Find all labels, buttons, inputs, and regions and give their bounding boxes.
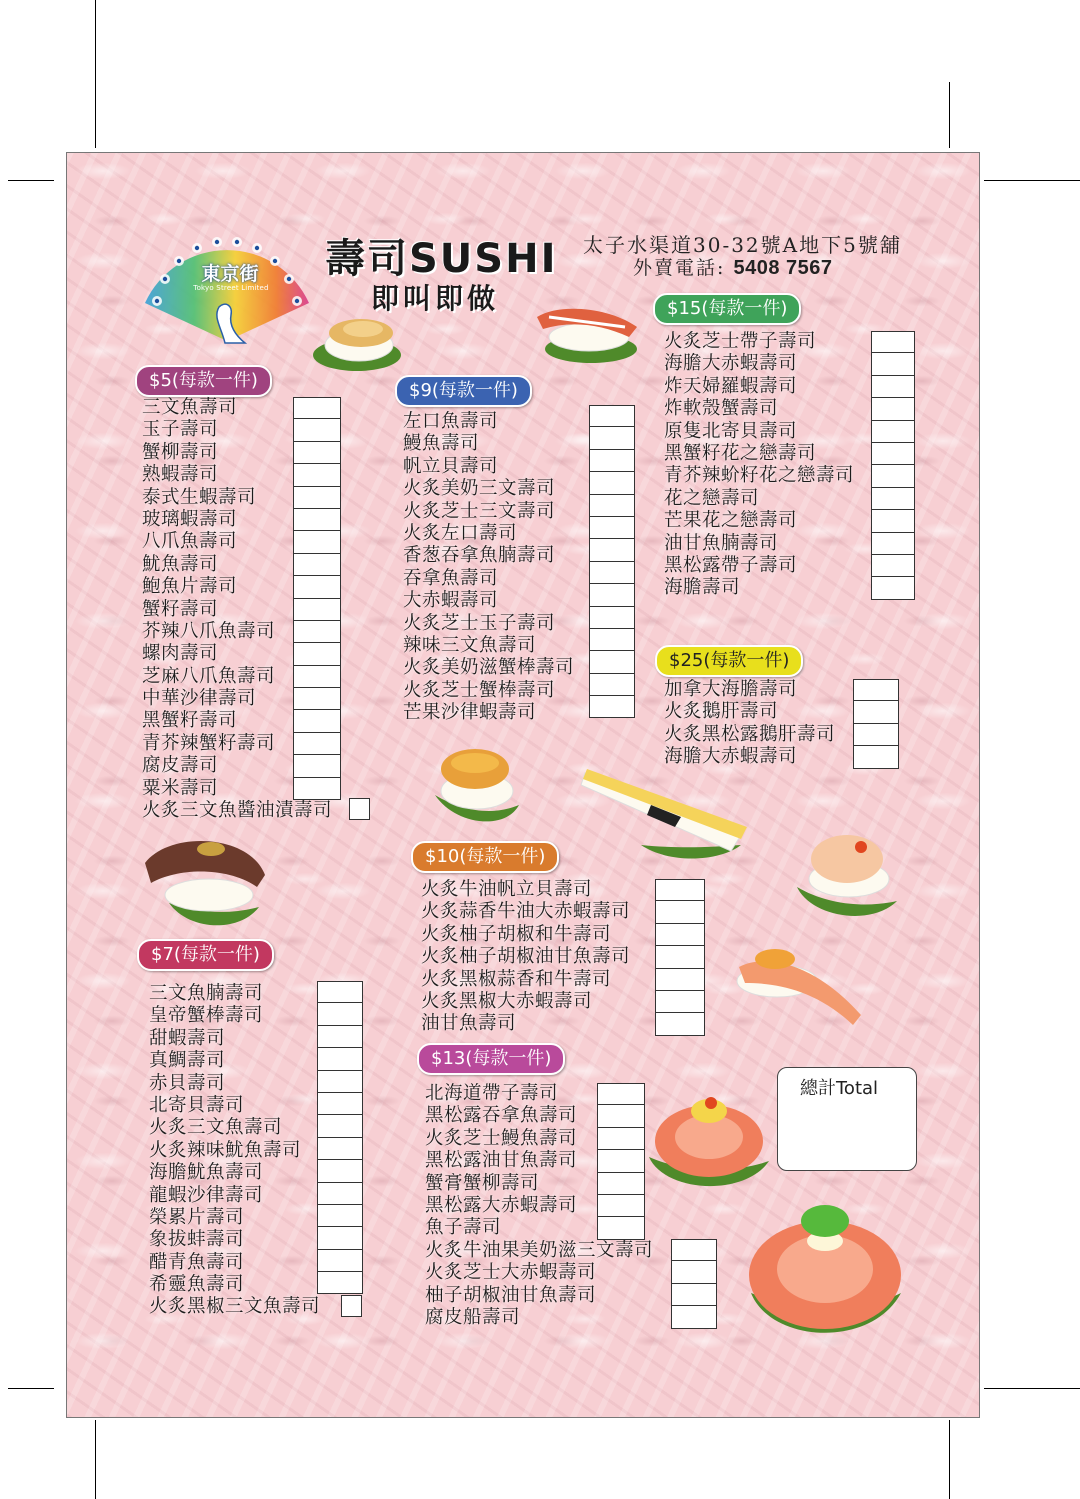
- menu-item: 海膽大赤蝦壽司: [664, 353, 798, 375]
- item-checkbox[interactable]: [293, 576, 341, 598]
- item-checkbox[interactable]: [871, 421, 915, 443]
- item-checkbox[interactable]: [655, 901, 705, 923]
- menu-item: 火炙芝士蟹棒壽司: [403, 679, 556, 701]
- item-checkbox[interactable]: [597, 1217, 645, 1239]
- checkbox-column-5: [293, 397, 341, 800]
- item-checkbox[interactable]: [597, 1173, 645, 1195]
- menu-item: 玻璃蝦壽司: [142, 508, 238, 530]
- item-checkbox[interactable]: [293, 464, 341, 486]
- item-checkbox[interactable]: [293, 621, 341, 643]
- menu-item: 腐皮船壽司: [425, 1306, 521, 1328]
- menu-item: 黑松露油甘魚壽司: [425, 1150, 578, 1172]
- item-checkbox[interactable]: [655, 924, 705, 946]
- menu-item: 芒果花之戀壽司: [664, 510, 798, 532]
- menu-item: 火炙美奶三文壽司: [403, 478, 556, 500]
- checkbox-column-13-lower: [671, 1239, 717, 1329]
- item-checkbox[interactable]: [317, 1205, 363, 1227]
- item-checkbox[interactable]: [317, 1227, 363, 1249]
- menu-item: 加拿大海膽壽司: [664, 679, 798, 700]
- menu-item: 火炙芝士大赤蝦壽司: [425, 1262, 597, 1284]
- price-badge-7: $7(每款一件): [137, 939, 274, 971]
- item-checkbox[interactable]: [871, 465, 915, 487]
- price-badge-25: $25(每款一件): [655, 645, 803, 677]
- item-checkbox[interactable]: [597, 1150, 645, 1172]
- item-checkbox[interactable]: [317, 1272, 363, 1294]
- item-checkbox[interactable]: [317, 1160, 363, 1182]
- item-checkbox[interactable]: [589, 427, 635, 449]
- menu-item: 大赤蝦壽司: [403, 590, 499, 612]
- item-checkbox[interactable]: [597, 1083, 645, 1105]
- menu-item: 柚子胡椒油甘魚壽司: [425, 1284, 597, 1306]
- sushi-image: [529, 293, 641, 369]
- menu-item: 炸軟殼蟹壽司: [664, 398, 779, 420]
- checkbox-column-9: [589, 405, 635, 718]
- menu-item: 三文魚腩壽司: [149, 983, 264, 1004]
- sushi-image: [645, 1077, 773, 1197]
- crop-mark: [95, 1420, 96, 1499]
- menu-item: 青芥辣蚧籽花之戀壽司: [664, 465, 855, 487]
- checkbox-column-7: [317, 981, 363, 1294]
- menu-item: 象拔蚌壽司: [149, 1229, 245, 1251]
- menu-sheet: [66, 152, 980, 1418]
- item-checkbox[interactable]: [293, 442, 341, 464]
- page-subtitle: 即叫即做: [371, 282, 500, 315]
- menu-item: 黑松露吞拿魚壽司: [425, 1105, 578, 1127]
- item-checkbox[interactable]: [671, 1306, 717, 1328]
- menu-item: 火炙鵝肝壽司: [664, 701, 779, 723]
- item-checkbox[interactable]: [655, 879, 705, 901]
- item-checkbox[interactable]: [293, 419, 341, 441]
- menu-item: 青芥辣蟹籽壽司: [142, 732, 276, 754]
- item-checkbox[interactable]: [317, 1138, 363, 1160]
- menu-item: 北海道帶子壽司: [425, 1083, 559, 1104]
- menu-item: 泰式生蝦壽司: [142, 486, 257, 508]
- menu-item: 油甘魚壽司: [421, 1013, 517, 1035]
- menu-item: 黑蟹籽壽司: [142, 710, 238, 732]
- menu-item: 火炙牛油帆立貝壽司: [421, 879, 593, 900]
- item-checkbox[interactable]: [671, 1239, 717, 1261]
- item-checkbox[interactable]: [589, 472, 635, 494]
- item-checkbox[interactable]: [317, 1250, 363, 1272]
- sushi-image: [311, 305, 407, 375]
- menu-item: 鮑魚片壽司: [142, 576, 238, 598]
- phone-number: 5408 7567: [733, 257, 833, 279]
- checkbox-pepper-salmon[interactable]: [341, 1295, 362, 1317]
- item-checkbox[interactable]: [293, 599, 341, 621]
- price-badge-9: $9(每款一件): [395, 375, 532, 407]
- menu-item: 火炙黑松露鵝肝壽司: [664, 723, 836, 745]
- item-checkbox[interactable]: [871, 376, 915, 398]
- total-box[interactable]: [777, 1067, 917, 1171]
- menu-item: 魷魚壽司: [142, 553, 219, 575]
- menu-item: 黑松露大赤蝦壽司: [425, 1194, 578, 1216]
- price-badge-13: $13(每款一件): [417, 1043, 565, 1075]
- menu-item: 芥辣八爪魚壽司: [142, 620, 276, 642]
- item-checkbox[interactable]: [589, 517, 635, 539]
- price-badge-15: $15(每款一件): [653, 293, 801, 325]
- menu-item: 榮累片壽司: [149, 1206, 245, 1228]
- sushi-image: [725, 933, 871, 1037]
- crop-mark: [984, 1388, 1080, 1389]
- shop-address: 太子水渠道30-32號A地下5號舖: [583, 233, 902, 257]
- menu-item: 真鯛壽司: [149, 1050, 226, 1072]
- item-checkbox[interactable]: [589, 405, 635, 427]
- menu-item: 火炙蒜香牛油大赤蝦壽司: [421, 901, 631, 923]
- item-checkbox[interactable]: [655, 991, 705, 1013]
- item-checkbox[interactable]: [589, 674, 635, 696]
- menu-item: 火炙辣味魷魚壽司: [149, 1139, 302, 1161]
- menu-item: 火炙黑椒大赤蝦壽司: [421, 990, 593, 1012]
- sushi-image: [791, 817, 903, 927]
- item-checkbox[interactable]: [317, 1183, 363, 1205]
- sushi-image: [425, 735, 525, 835]
- menu-item: 海膽魷魚壽司: [149, 1162, 264, 1184]
- menu-item: 螺肉壽司: [142, 643, 219, 665]
- item-checkbox[interactable]: [589, 607, 635, 629]
- peacock-logo: [137, 231, 317, 349]
- menu-item: 火炙芝士玉子壽司: [403, 612, 556, 634]
- item-checkbox[interactable]: [597, 1128, 645, 1150]
- menu-item: 魚子壽司: [425, 1217, 502, 1239]
- item-checkbox[interactable]: [317, 1026, 363, 1048]
- menu-item: 希靈魚壽司: [149, 1274, 245, 1296]
- sushi-image: [139, 823, 269, 933]
- crop-mark: [8, 180, 54, 181]
- item-checkbox[interactable]: [671, 1261, 717, 1283]
- item-list-25: [664, 679, 835, 769]
- menu-item: 北寄貝壽司: [149, 1094, 245, 1116]
- item-checkbox[interactable]: [853, 701, 899, 723]
- item-checkbox[interactable]: [853, 746, 899, 768]
- item-checkbox[interactable]: [871, 488, 915, 510]
- menu-item: 醋青魚壽司: [149, 1251, 245, 1273]
- menu-item: 粟米壽司: [142, 777, 219, 799]
- menu-item: 黑松露帶子壽司: [664, 554, 798, 576]
- crop-mark: [949, 82, 950, 148]
- item-checkbox[interactable]: [293, 666, 341, 688]
- sushi-image: [581, 765, 765, 865]
- total-label: 總計Total: [800, 1078, 879, 1099]
- menu-item: 火炙黑椒三文魚壽司: [149, 1296, 321, 1318]
- menu-item: 黑蟹籽花之戀壽司: [664, 442, 817, 464]
- menu-item: 吞拿魚壽司: [403, 567, 499, 589]
- item-checkbox[interactable]: [293, 531, 341, 553]
- menu-item: 火炙三文魚壽司: [149, 1117, 283, 1139]
- menu-item: 蟹膏蟹柳壽司: [425, 1172, 540, 1194]
- item-checkbox[interactable]: [871, 577, 915, 599]
- item-list-9: [403, 411, 574, 724]
- item-checkbox[interactable]: [671, 1284, 717, 1306]
- menu-item: 火炙黑椒蒜香和牛壽司: [421, 968, 612, 990]
- menu-item: 炸天婦羅蝦壽司: [664, 375, 798, 397]
- menu-item: 赤貝壽司: [149, 1072, 226, 1094]
- menu-item: 花之戀壽司: [664, 487, 760, 509]
- item-checkbox[interactable]: [655, 969, 705, 991]
- item-checkbox[interactable]: [293, 487, 341, 509]
- crop-mark: [8, 1388, 54, 1389]
- menu-item: 香葱吞拿魚腩壽司: [403, 545, 556, 567]
- price-badge-10: $10(每款一件): [411, 841, 559, 873]
- item-checkbox[interactable]: [871, 533, 915, 555]
- checkbox-column-25: [853, 679, 899, 769]
- item-checkbox[interactable]: [871, 443, 915, 465]
- menu-item: 辣味三文魚壽司: [403, 634, 537, 656]
- menu-item: 火炙芝士鰻魚壽司: [425, 1127, 578, 1149]
- item-checkbox[interactable]: [589, 584, 635, 606]
- item-checkbox[interactable]: [293, 733, 341, 755]
- item-checkbox[interactable]: [317, 1003, 363, 1025]
- menu-item: 鰻魚壽司: [403, 433, 480, 455]
- menu-item: 油甘魚腩壽司: [664, 532, 779, 554]
- checkbox-column-13: [597, 1083, 645, 1240]
- menu-item: 火炙美奶滋蟹棒壽司: [403, 657, 575, 679]
- item-checkbox[interactable]: [293, 688, 341, 710]
- item-checkbox[interactable]: [317, 981, 363, 1003]
- item-list-15: [664, 331, 854, 600]
- phone-label: 外賣電話:: [633, 257, 726, 279]
- menu-item: 熟蝦壽司: [142, 464, 219, 486]
- menu-item: 海膽壽司: [664, 577, 741, 599]
- menu-item: 三文魚壽司: [142, 397, 238, 418]
- menu-item: 中華沙律壽司: [142, 688, 257, 710]
- menu-item: 帆立貝壽司: [403, 455, 499, 477]
- menu-item: 火炙柚子胡椒油甘魚壽司: [421, 946, 631, 968]
- item-checkbox[interactable]: [597, 1195, 645, 1217]
- item-checkbox[interactable]: [589, 696, 635, 718]
- item-checkbox[interactable]: [597, 1105, 645, 1127]
- item-checkbox[interactable]: [871, 555, 915, 577]
- checkbox-column-10: [655, 879, 705, 1036]
- checkbox-salmon-soy[interactable]: [349, 798, 370, 820]
- item-checkbox[interactable]: [317, 1048, 363, 1070]
- menu-item: 腐皮壽司: [142, 755, 219, 777]
- menu-item: 原隻北寄貝壽司: [664, 420, 798, 442]
- page-title: 壽司SUSHI: [325, 236, 558, 282]
- item-checkbox[interactable]: [655, 1013, 705, 1035]
- price-badge-5: $5(每款一件): [135, 365, 272, 397]
- item-checkbox[interactable]: [293, 710, 341, 732]
- menu-item: 芒果沙律蝦壽司: [403, 702, 537, 724]
- menu-item: 火炙芝士帶子壽司: [664, 331, 817, 352]
- item-checkbox[interactable]: [871, 510, 915, 532]
- menu-item: 八爪魚壽司: [142, 531, 238, 553]
- menu-item: 火炙芝士三文壽司: [403, 500, 556, 522]
- item-checkbox[interactable]: [853, 679, 899, 701]
- checkbox-column-15: [871, 331, 915, 600]
- menu-item: 芝麻八爪魚壽司: [142, 665, 276, 687]
- logo-subtext: Tokyo Street Limited: [193, 284, 269, 292]
- item-checkbox[interactable]: [853, 724, 899, 746]
- menu-item: 海膽大赤蝦壽司: [664, 746, 798, 768]
- item-checkbox[interactable]: [589, 450, 635, 472]
- menu-item: 蟹柳壽司: [142, 441, 219, 463]
- item-checkbox[interactable]: [589, 495, 635, 517]
- item-checkbox[interactable]: [293, 554, 341, 576]
- item-list-10: [421, 879, 630, 1036]
- item-checkbox[interactable]: [317, 1071, 363, 1093]
- crop-mark: [949, 1420, 950, 1499]
- phone-row: [633, 253, 833, 280]
- item-checkbox[interactable]: [589, 629, 635, 651]
- crop-mark: [95, 0, 96, 148]
- item-checkbox[interactable]: [871, 331, 915, 353]
- menu-item: 玉子壽司: [142, 419, 219, 441]
- item-checkbox[interactable]: [317, 1093, 363, 1115]
- item-checkbox[interactable]: [589, 651, 635, 673]
- item-checkbox[interactable]: [871, 353, 915, 375]
- menu-item: 火炙三文魚醬油漬壽司: [142, 800, 333, 822]
- item-checkbox[interactable]: [293, 643, 341, 665]
- item-checkbox[interactable]: [293, 397, 341, 419]
- item-checkbox[interactable]: [317, 1115, 363, 1137]
- menu-item: 左口魚壽司: [403, 411, 499, 432]
- item-checkbox[interactable]: [293, 755, 341, 777]
- item-checkbox[interactable]: [871, 398, 915, 420]
- logo-text: 東京街: [201, 263, 259, 285]
- item-checkbox[interactable]: [293, 778, 341, 800]
- menu-item: 甜蝦壽司: [149, 1027, 226, 1049]
- menu-item: 火炙左口壽司: [403, 522, 518, 544]
- item-list-7: [149, 983, 320, 1319]
- menu-item: 火炙柚子胡椒和牛壽司: [421, 923, 612, 945]
- menu-item: 蟹籽壽司: [142, 598, 219, 620]
- item-checkbox[interactable]: [293, 509, 341, 531]
- menu-item: 龍蝦沙律壽司: [149, 1184, 264, 1206]
- menu-item: 火炙牛油果美奶滋三文壽司: [425, 1239, 654, 1261]
- crop-mark: [984, 180, 1080, 181]
- item-checkbox[interactable]: [655, 946, 705, 968]
- sushi-image: [741, 1183, 909, 1345]
- item-checkbox[interactable]: [589, 562, 635, 584]
- item-checkbox[interactable]: [589, 539, 635, 561]
- menu-item: 皇帝蟹棒壽司: [149, 1005, 264, 1027]
